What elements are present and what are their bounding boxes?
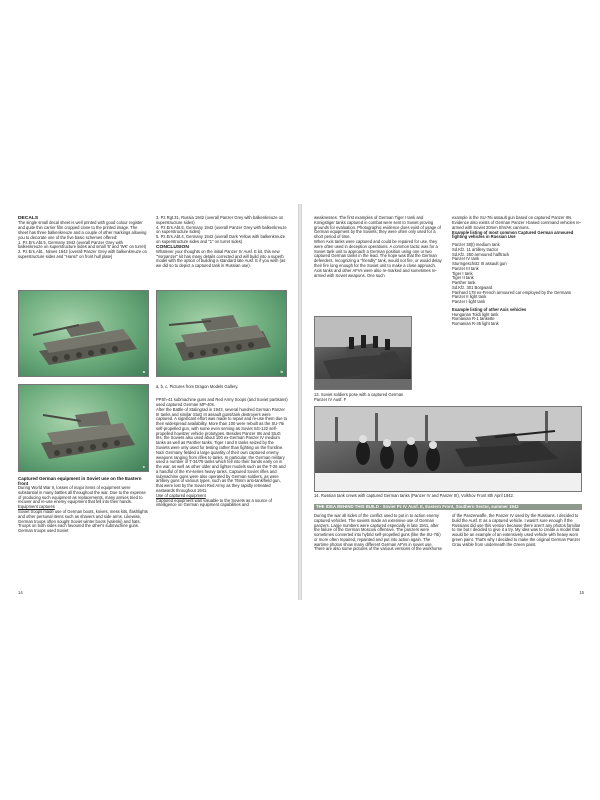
magazine-spread — [6, 204, 594, 600]
conclusion-body: Whatever your thoughts on the initial Panzer IV Ausf. E kit, this new "Vorpanzer" kit has many details corrected and will build into a superb model with the option of building a standard late Ausf. E if you wish (as we did so to depict a captured tank in Russian use). — [156, 248, 286, 269]
section-banner: THE IDEA BEHIND THIS BUILD - Soviet Pz IV Ausf. E, Eastern Front, Southern Sector, summer 1942 — [314, 504, 582, 510]
vehicle-list-heading: Example listing of most common Captured German armoured fighting vehicles in Russian Use — [452, 229, 574, 240]
use-body: Captured equipment was valuable to the Soviets as a source of intelligence on German equipment capabilities and — [156, 497, 273, 508]
decal-scheme-4: 4. Pz.Ers.Abt.5, Germany 1942 (overall Panzer Grey with balkenkreuze on superstructure sides) — [156, 224, 287, 235]
vehicle-item: Panzer IV tank — [452, 256, 480, 262]
page-number-right: 15 — [579, 590, 584, 595]
equipment-body: Soviet troops made use of German boots, knives, mess kits, flashlights and other personal items such as shavers and side arms. Likewise, German troops often sought Soviet winter boots (valenki) and hats. Troops on both sides each favoured the other's submachine guns. German troops used Soviet — [18, 509, 148, 534]
captured-body: During World War II, losses of major items of equipment were substantial in many battles all throughout the war. Due to the expense of producing such equipment as replacements, many armies tried to recover and re-use enemy equipment that fell into their hands. — [18, 485, 146, 505]
use-heading: Use of captured equipment — [156, 492, 206, 498]
conclusion-heading: CONCLUSION — [156, 244, 189, 250]
vehicle-item: Panzer 38(t) medium tank — [452, 242, 500, 248]
decals-body: The single small decal sheet is well printed with good colour register and quite thin carrier film cropped close to the printed image. The sheet has three balkenkreuze and a couple of other markings allowing you to decorate one of the five basic schemes offered: — [18, 220, 147, 240]
right-col2-body: example is the SU-76i assault gun based on captured Panzer IIIs. Evidence also exists of German Panzer I-based command vehicles re-armed with Soviet 20mm ShVAK cannons. — [452, 215, 582, 230]
model-photo-b — [156, 290, 287, 377]
history-body-2: After the Battle of Stalingrad in 1943, several hundred German Panzer III tanks and similar StuG III assault guns/tank destroyers were captured. A significant effort was made to repair and re-use them due to their widespread availability. More than 100 were rebuilt as the SU-76i self-propelled gun, with some even serving as Soviet SG-122 self-propelled howitzer vehicle prototypes. Besides Panzer IIIs and StuG IIIs, the Soviets also used about 100 ex-German Panzer IV medium tanks as well as Panther tanks. Tiger I and II tanks seized by the Soviets were only used for testing rather than fighting on the frontline. — [156, 406, 288, 450]
right-body-1: weaknesses. The first examples of German Tiger I tank and Königstiger tanks captured in combat were sent to Soviet proving grounds for evaluation. Photographic evidence does exist of usage of German equipment by the Soviets; they were often only used for a short period of time. — [314, 215, 441, 239]
photo-label-b: b — [280, 369, 283, 374]
model-photo-c — [18, 384, 149, 472]
right-body-3: Axis tanks and other AFVs were also re-marked and sometimes re-armed with Soviet weapons. One such — [314, 267, 437, 278]
photos-caption: a, b, c. Pictures from Dragon Models Gallery. — [156, 384, 239, 389]
decal-scheme-3: 3. Pz.Rgt.31, Russia 1942 (overall Panzer Grey with balkenkreuze on superstructure sides) — [156, 215, 284, 225]
vehicle-item: Panzer III tank — [452, 265, 479, 271]
vehicle-item: Sturmgeschütz III assault gun — [452, 261, 507, 267]
axis-item: Romanian R-1 tankette — [452, 316, 495, 322]
right-body-2: When Axis tanks were captured and could be repaired for use, they were often used in deception operations. A common tactic was for a Soviet tank unit to approach a German position using one or two captured German tanks in the lead. The hope was that the German defenders, recognizing a "friendly" tank, would not fire, or would delay their fire long enough for the Soviet unit to make a close approach. — [314, 239, 442, 268]
vehicle-item: Sd.Kfz. 11 artillery tractor — [452, 246, 499, 252]
page-number-left: 14 — [18, 590, 23, 595]
photo14-caption: 14. Russian tank crews with captured German tanks (Panzer IV and Panzer III), Volkhov Front 8th April 1942. — [314, 493, 514, 498]
vehicle-item: Sd.Kfz. 301 Borgward — [452, 284, 493, 290]
tank-crews-image — [315, 407, 582, 492]
left-page — [6, 204, 298, 600]
axis-item: Romanian R-35 light tank — [452, 321, 499, 327]
tank-model-image — [19, 385, 149, 472]
axis-list-heading: Example listing of other Axis vehicles — [452, 306, 527, 312]
historic-photo-13 — [314, 316, 412, 390]
decal-scheme-1: 1. Pz.Ers.Abt.5, Germany 1942 (overall Panzer Grey with balkenkreuze on superstructure sides and small '6' and 'WK' on turret) — [18, 239, 147, 250]
idea-col2: of the Panzerwaffe, the Panzer IV used by the Russians. I decided to build the Ausf. E as a captured vehicle. I wasn't sure enough if the Russians did use this version because there aren't any photos familiar to me but I decided to give it a try. My idea was to create a model that would be an example of an extensively used vehicle with heavy worn green paint. That's why I decided to make the original German Panzer Grau visible from underneath the Green paint. — [452, 513, 581, 547]
decal-scheme-2: 2. Pz.Ers.Abt., Nimes 1942 (overall Panzer Grey with balkenkreuze on superstructure sides and "Hansi" on front hull plate) — [18, 249, 147, 259]
idea-col1: During the war all sides of the conflict used to put in to action enemy captured vehicles. The soviets made an extensive use of German panzers. Large numbers were captured especially in late 1941, after the failure of the German Moscow offensive. The panzers were sometimes converted into hybrid self-propelled guns (like the SU-76i) or more often repaired, repainted and put into action again. The wartime photos show many different German AFVs in soviet use. There are also some pictures of the various versions of the workhorse — [314, 513, 442, 552]
vehicle-item: Tiger II tank — [452, 275, 474, 281]
equipment-heading: Equipment captures — [18, 504, 55, 510]
soviet-soldiers-image — [315, 317, 412, 390]
decals-heading: DECALS — [18, 216, 39, 221]
tank-model-image — [157, 291, 287, 377]
conclusion-section — [156, 216, 288, 269]
captured-heading: Captured German equipment in Soviet use on the Eastern front — [18, 476, 142, 486]
photo-label-c: c — [142, 464, 145, 469]
decal-scheme-5: 5. Pz.Ers.Abt.4, Germany 1942 (overall Dark Yellow with balkenkreuze on superstructure sides and "1" on turret sides) — [156, 234, 286, 244]
model-photo-a — [18, 290, 149, 377]
photo-label-a: a — [142, 369, 145, 374]
right-page — [302, 204, 594, 600]
tank-model-image — [19, 291, 149, 377]
vehicle-list — [452, 243, 582, 305]
history-body-3: Nazi Germany fielded a large quantity of their own captured enemy weapons ranging from rifles to tanks. In particular, the German military used a number of T-34/76 tanks which fell into their hands early on in the war, as well as other older and lighter models such as the T-26 and a handful of the KV-series heavy tanks. Captured Soviet rifles and submachine guns were also operated by German soldiers, as were artillery guns of various types, such as the 76mm anti-tank/field gun, that were lost by the Soviet Red Army as they rapidly retreated eastwards throughout 1941. — [156, 449, 286, 493]
captured-equipment-section — [18, 476, 148, 534]
right-col2-text — [452, 216, 582, 327]
vehicle-item: Panther tank — [452, 280, 476, 286]
right-col1-text — [314, 216, 442, 279]
captured-history-section — [156, 398, 288, 508]
axis-item: Hungarian Toldi light tank — [452, 311, 499, 317]
vehicle-item: Panhard 178 ex-French armoured car employed by the Germans — [452, 289, 571, 295]
decals-section — [18, 216, 148, 260]
historic-photo-14 — [314, 406, 582, 492]
vehicle-item: Tiger I tank — [452, 270, 473, 276]
vehicle-item: Panzer I light tank — [452, 299, 486, 305]
vehicle-item: Sd.Kfz. 250 armoured halftrack — [452, 251, 510, 257]
vehicle-item: Panzer II light tank — [452, 294, 487, 300]
photo13-caption: 13. Soviet soldiers pose with a captured German Panzer IV Ausf. F — [314, 392, 404, 402]
history-body-1: PPSh-41 submachine guns and Red Army troops (and Soviet partisans) used captured German MP-40s. — [156, 397, 288, 407]
